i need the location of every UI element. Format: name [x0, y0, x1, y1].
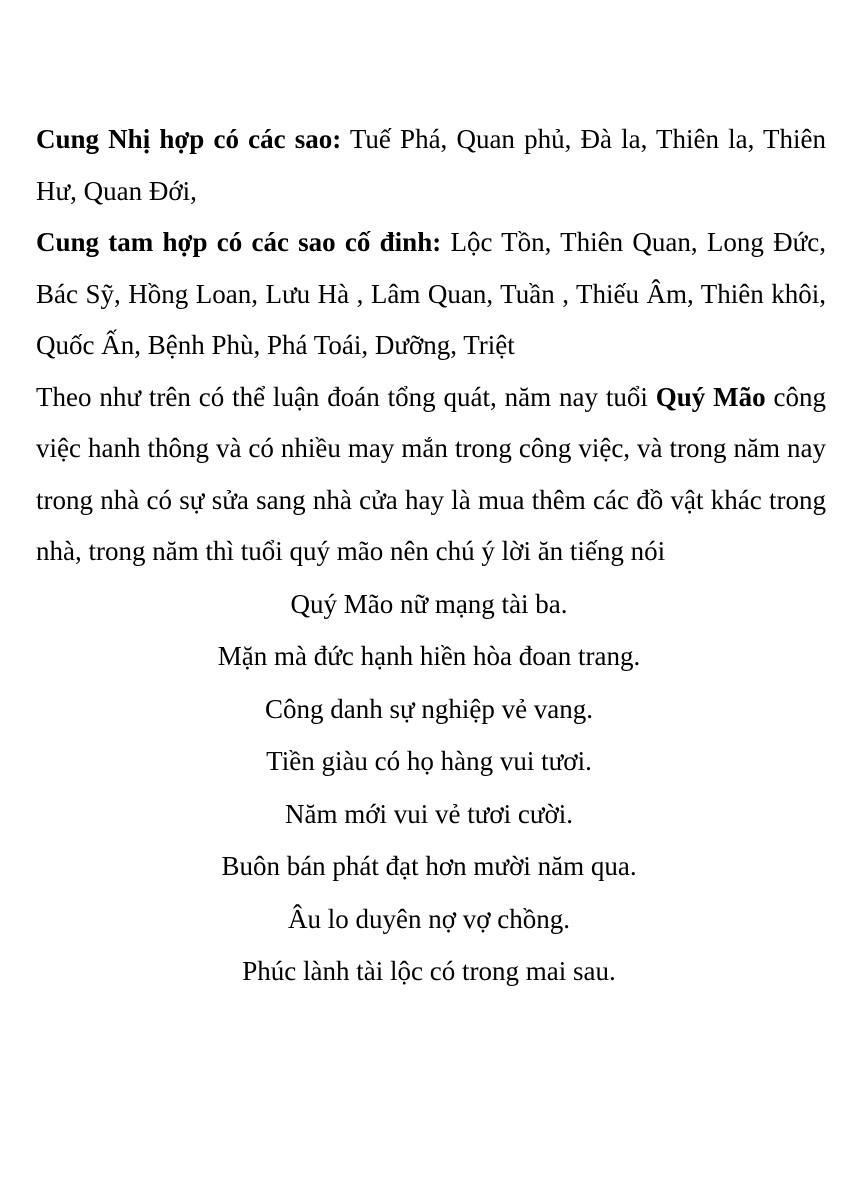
nhi-hop-stars: Tuế Phá, Quan phủ, Đà la, Thiên la, Thiên Hư, Quan Đới, [36, 124, 826, 206]
poem-line: Quý Mão nữ mạng tài ba. [290, 588, 568, 619]
poem-line: Âu lo duyên nợ vợ chồng. [287, 903, 571, 934]
summary-text-before: Theo như trên có thể luận đoán tổng quát, năm nay tuổi [36, 381, 656, 412]
poem [36, 578, 826, 998]
tam-hop-label: Cung tam hợp có các sao cố đinh: [36, 227, 442, 257]
summary-paragraph [36, 372, 826, 578]
poem-line: Buôn bán phát đạt hơn mười năm qua. [221, 851, 637, 881]
summary-highlight: Quý Mão [655, 381, 766, 412]
tam-hop-paragraph [36, 217, 826, 372]
tam-hop-stars: Lộc Tồn, Thiên Quan, Long Đức, Bác Sỹ, Hồng Loan, Lưu Hà , Lâm Quan, Tuần , Thiếu Âm, Thiên khôi, Quốc Ấn, Bệnh Phù, Phá Toái, Dưỡng, Triệt [36, 227, 826, 360]
nhi-hop-label: Cung Nhị hợp có các sao: [36, 124, 342, 154]
poem-line: Năm mới vui vẻ tươi cười. [284, 798, 574, 829]
summary-text-after: công việc hanh thông và có nhiều may mắn trong công việc, và trong năm nay trong nhà có sự sửa sang nhà cửa hay là mua thêm các đồ vật khác trong nhà, trong năm thì tuổi quý mão nên chú ý lời ăn tiếng nói [36, 381, 827, 566]
poem-line: Phúc lành tài lộc có trong mai sau. [242, 956, 616, 986]
document-body [36, 114, 826, 998]
poem-line: Mặn mà đức hạnh hiền hòa đoan trang. [217, 641, 641, 671]
poem-line: Công danh sự nghiệp vẻ vang. [264, 693, 594, 724]
nhi-hop-paragraph [36, 114, 826, 217]
poem-line: Tiền giàu có họ hàng vui tươi. [266, 746, 592, 776]
